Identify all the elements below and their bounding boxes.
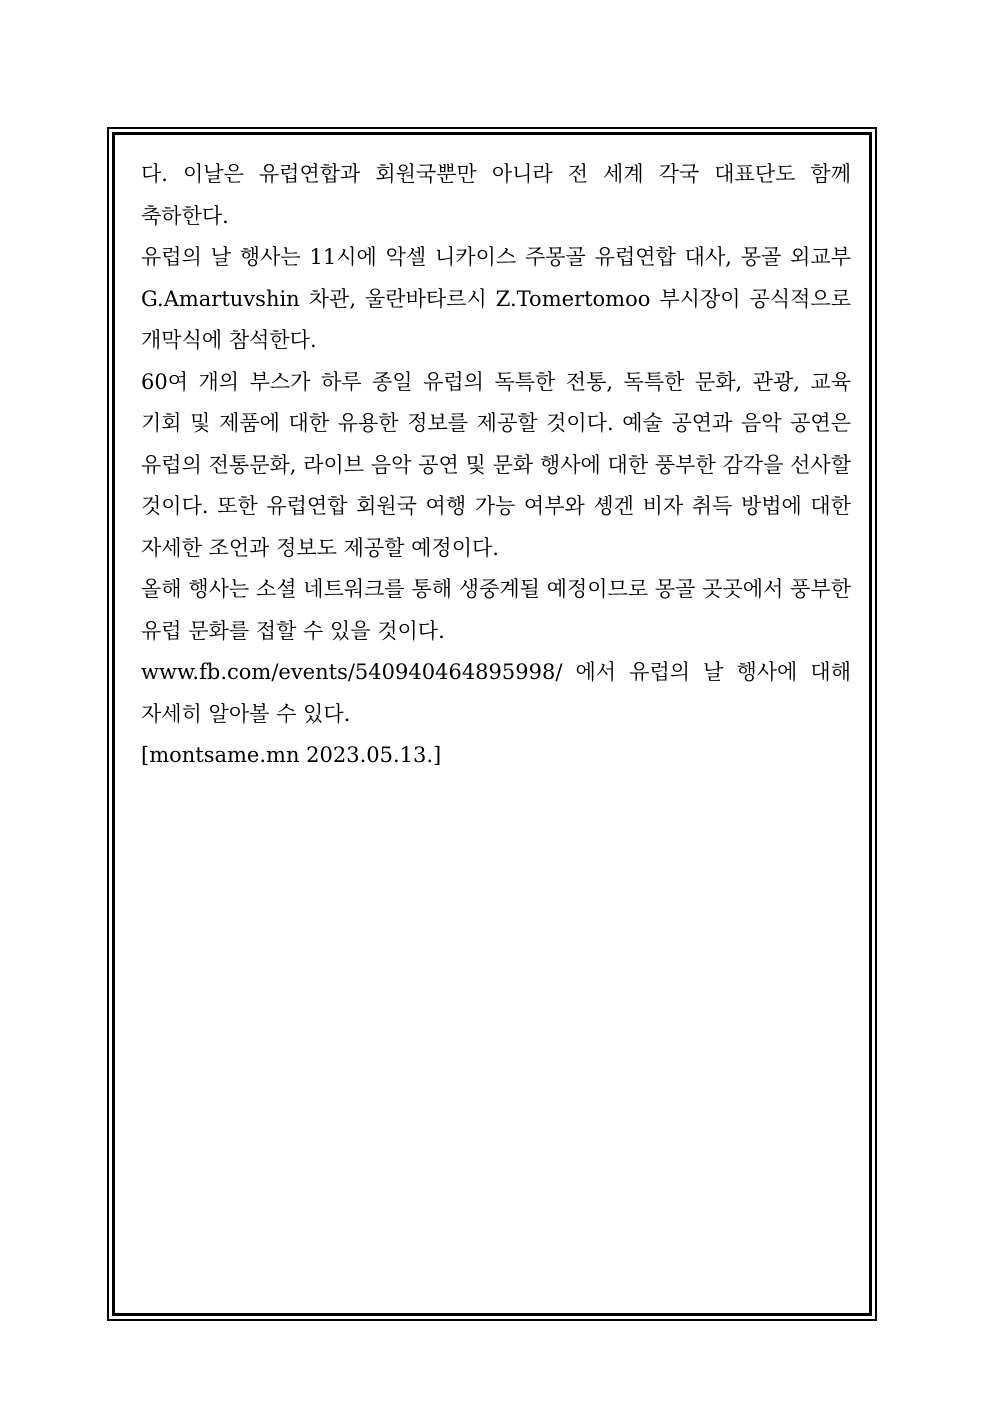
article-body (141, 154, 851, 777)
source-citation: [montsame.mn 2023.05.13.] (141, 743, 442, 767)
paragraph-event-link: www.fb.com/events/540940464895998/ 에서 유럽의 날 행사에 대해 자세히 알아볼 수 있다. (141, 660, 851, 726)
paragraph-celebration: 다. 이날은 유럽연합과 회원국뿐만 아니라 전 세계 각국 대표단도 함께 축하한다. (141, 162, 851, 228)
paragraph-live-broadcast: 올해 행사는 소셜 네트워크를 통해 생중계될 예정이므로 몽골 곳곳에서 풍부한 유럽 문화를 접할 수 있을 것이다. (141, 577, 851, 643)
paragraph-opening-ceremony: 유럽의 날 행사는 11시에 악셀 니카이스 주몽골 유럽연합 대사, 몽골 외교부 G.Amartuvshin 차관, 울란바타르시 Z.Tomertomoo 부시장이 공식적으로 개막식에 참석한다. (141, 245, 851, 352)
paragraph-booths: 60여 개의 부스가 하루 종일 유럽의 독특한 전통, 독특한 문화, 관광, 교육 기회 및 제품에 대한 유용한 정보를 제공할 것이다. 예술 공연과 음악 공연은 유럽의 전통문화, 라이브 음악 공연 및 문화 행사에 대한 풍부한 감각을 선사할 것이다. 또한 유럽연합 회원국 여행 가능 여부와 솅겐 비자 취득 방법에 대한 자세한 조언과 정보도 제공할 예정이다. (141, 369, 851, 560)
